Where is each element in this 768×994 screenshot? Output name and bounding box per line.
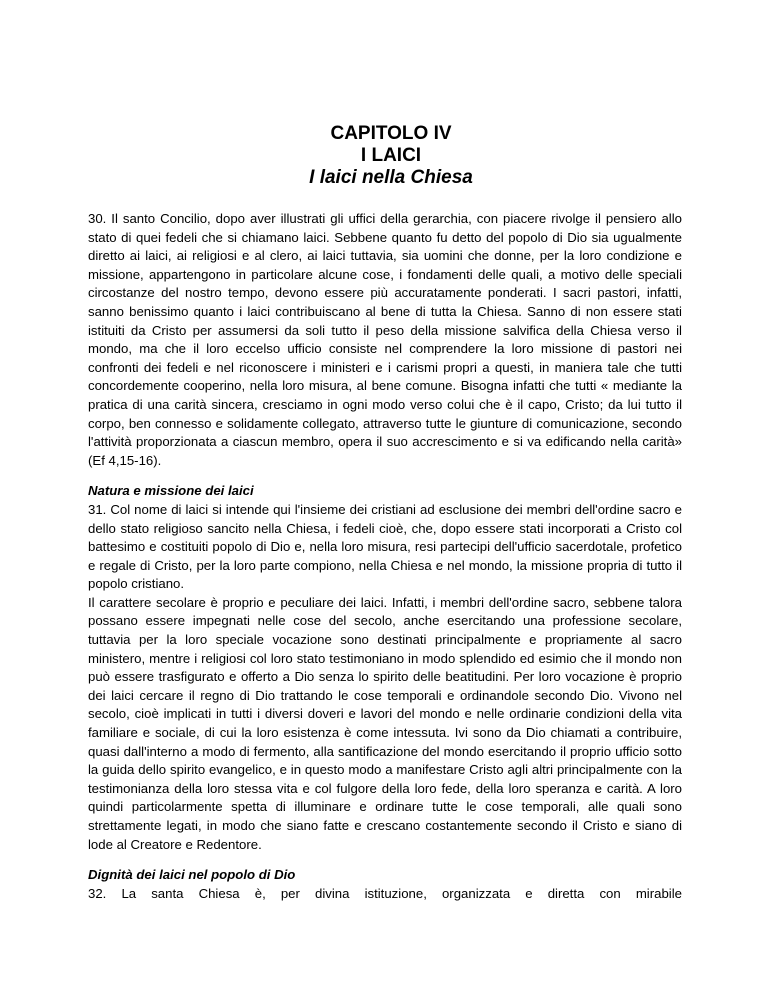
chapter-name: I LAICI: [360, 145, 422, 166]
chapter-subtitle: I laici nella Chiesa: [309, 167, 473, 188]
paragraph-32: 32. La santa Chiesa è, per divina istituzione, organizzata e diretta con mirabile: [88, 885, 682, 901]
section-heading-natura: Natura e missione dei laici: [88, 483, 254, 499]
paragraph-gap: [88, 854, 682, 866]
section-heading-dignita: Dignità dei laici nel popolo di Dio: [88, 867, 296, 883]
chapter-heading: [0, 123, 768, 189]
paragraph-31: 31. Col nome di laici si intende qui l'insieme dei cristiani ad esclusione dei membri dell'ordine sacro e dello stato religioso sancito nella Chiesa, i fedeli cioè, che, dopo essere stati incorporati a Cristo col battesimo e costituiti popolo di Dio e, nella loro misura, resi partecipi dell'ufficio sacerdotale, profetico e regale di Cristo, per la loro parte compiono, nella Chiesa e nel mondo, la missione propria di tutto il popolo cristiano.: [88, 501, 682, 592]
paragraph-31-continued: Il carattere secolare è proprio e peculiare dei laici. Infatti, i membri dell'ordine sacro, sebbene talora possano essere impegnati nelle cose del secolo, anche esercitando una professione secolare, tuttavia per la loro speciale vocazione sono destinati principalmente e propriamente al sacro ministero, mentre i religiosi col loro stato testimoniano in modo splendido ed esimio che il mondo non può essere trasfigurato e offerto a Dio senza lo spirito delle beatitudini. Per loro vocazione è proprio dei laici cercare il regno di Dio trattando le cose temporali e ordinandole secondo Dio. Vivono nel secolo, cioè implicati in tutti i diversi doveri e lavori del mondo e nelle ordinarie condizioni della vita familiare e sociale, di cui la loro esistenza è come intessuta. Ivi sono da Dio chiamati a contribuire, quasi dall'interno a modo di fermento, alla santificazione del mondo esercitando il proprio ufficio sotto la guida dello spirito evangelico, e in questo modo a manifestare Cristo agli altri principalmente con la testimonianza della loro stessa vita e col fulgore della loro fede, della loro speranza e carità. A loro quindi particolarmente spetta di illuminare e ordinare tutte le cose temporali, alle quali sono strettamente legati, in modo che siano fatte e crescano costantemente secondo il Cristo e siano di lode al Creatore e Redentore.: [88, 594, 682, 852]
chapter-number: CAPITOLO IV: [330, 123, 452, 144]
paragraph-30: 30. Il santo Concilio, dopo aver illustrati gli uffici della gerarchia, con piacere rivolge il pensiero allo stato di quei fedeli che si chiamano laici. Sebbene quanto fu detto del popolo di Dio sia ugualmente diretto ai laici, ai religiosi e al clero, ai laici tuttavia, sia uomini che donne, per la loro condizione e missione, appartengono in particolare alcune cose, i fondamenti delle quali, a motivo delle speciali circostanze del nostro tempo, devono essere più accuratamente ponderati. I sacri pastori, infatti, sanno benissimo quanto i laici contribuiscano al bene di tutta la Chiesa. Sanno di non essere stati istituiti da Cristo per assumersi da soli tutto il peso della missione salvifica della Chiesa verso il mondo, ma che il loro eccelso ufficio consiste nel comprendere la loro missione di pastori nei confronti dei fedeli e nel riconoscere i ministeri e i carismi propri a questi, in maniera tale che tutti concordemente cooperino, nella loro misura, al bene comune. Bisogna infatti che tutti « mediante la pratica di una carità sincera, cresciamo in ogni modo verso colui che è il capo, Cristo; da lui tutto il corpo, ben connesso e solidamente collegato, attraverso tutte le giunture di comunicazione, secondo l'attività proporzionata a ciascun membro, opera il suo accrescimento e si va edificando nella carità» (Ef 4,15-16).: [88, 211, 682, 468]
paragraph-gap: [88, 470, 682, 482]
document-body: [88, 210, 682, 903]
